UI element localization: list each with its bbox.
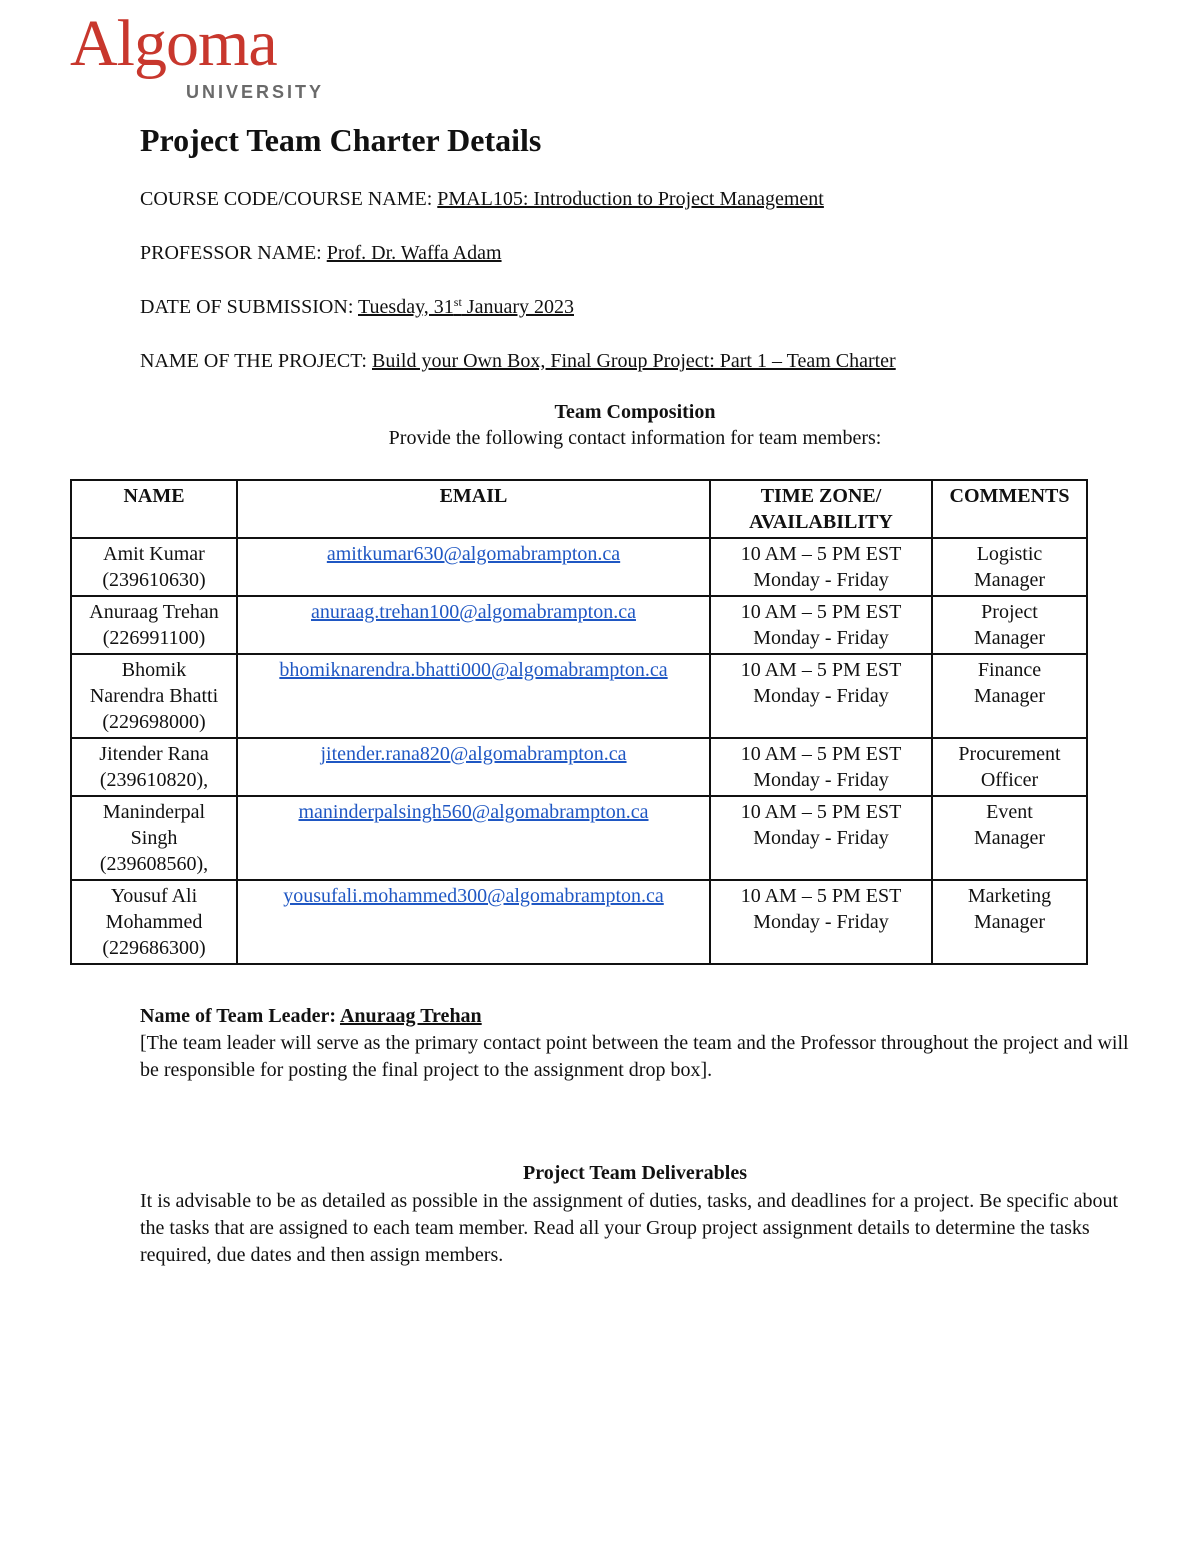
name-line: Bhomik xyxy=(121,659,187,681)
course-field xyxy=(140,186,824,212)
availability-days: Monday - Friday xyxy=(753,769,889,791)
member-name xyxy=(71,538,237,596)
page-title: Project Team Charter Details xyxy=(140,122,542,158)
member-availability xyxy=(710,538,932,596)
member-name xyxy=(71,654,237,738)
submission-date-field xyxy=(140,294,574,320)
name-line: Narendra Bhatti xyxy=(89,685,219,707)
header-email: EMAIL xyxy=(237,480,710,538)
logo-wordmark: Algoma xyxy=(70,7,277,80)
member-comment xyxy=(932,654,1087,738)
table-row xyxy=(71,796,1087,880)
name-line: Amit Kumar xyxy=(103,543,205,565)
team-composition-instruction: Provide the following contact information for team members: xyxy=(388,427,882,449)
member-comment xyxy=(932,796,1087,880)
member-availability xyxy=(710,654,932,738)
comment-line: Event xyxy=(986,801,1033,823)
member-availability xyxy=(710,738,932,796)
project-name-label: NAME OF THE PROJECT: xyxy=(140,350,372,372)
university-logo xyxy=(70,7,330,102)
availability-days: Monday - Friday xyxy=(753,627,889,649)
comment-line: Project xyxy=(981,601,1038,623)
availability-time: 10 AM – 5 PM EST xyxy=(740,659,902,681)
professor-label: PROFESSOR NAME: xyxy=(140,242,327,264)
header-timezone xyxy=(710,480,932,538)
member-name xyxy=(71,796,237,880)
availability-days: Monday - Friday xyxy=(753,685,889,707)
comment-line: Manager xyxy=(973,627,1046,649)
email-link[interactable]: bhomiknarendra.bhatti000@algomabrampton.ca xyxy=(279,659,668,681)
comment-line: Manager xyxy=(973,827,1046,849)
deliverables-heading: Project Team Deliverables xyxy=(522,1162,747,1184)
team-leader-value: Anuraag Trehan xyxy=(339,1005,482,1027)
deliverables-body: It is advisable to be as detailed as possible in the assignment of duties, tasks, and deadlines for a project. Be specific about the tasks that are assigned to each team member. Read all your Group project assignment details to determine the tasks required, due dates and then assign members. xyxy=(140,1190,1119,1266)
email-link[interactable]: jitender.rana820@algomabrampton.ca xyxy=(320,743,627,765)
course-value: PMAL105: Introduction to Project Management xyxy=(437,188,824,210)
name-line: Anuraag Trehan xyxy=(89,601,219,623)
comment-line: Manager xyxy=(973,911,1046,933)
email-link[interactable]: amitkumar630@algomabrampton.ca xyxy=(326,543,621,565)
comment-line: Finance xyxy=(977,659,1042,681)
comment-line: Marketing xyxy=(967,885,1052,907)
member-availability xyxy=(710,796,932,880)
course-label: COURSE CODE/COURSE NAME: xyxy=(140,188,438,210)
table-header-row xyxy=(71,480,1087,538)
comment-line: Manager xyxy=(973,685,1046,707)
member-name xyxy=(71,596,237,654)
availability-days: Monday - Friday xyxy=(753,569,889,591)
team-composition-heading: Team Composition xyxy=(554,401,716,423)
team-leader-section xyxy=(140,1003,1140,1084)
table-row xyxy=(71,596,1087,654)
team-composition-section xyxy=(70,399,1200,451)
availability-days: Monday - Friday xyxy=(753,827,889,849)
member-name xyxy=(71,880,237,964)
submission-date-month-year: January 2023 xyxy=(461,296,574,318)
comment-line: Logistic xyxy=(976,543,1043,565)
header-timezone-line2: AVAILABILITY xyxy=(749,511,893,533)
name-line: Jitender Rana xyxy=(99,743,209,765)
member-comment xyxy=(932,738,1087,796)
email-link[interactable]: maninderpalsingh560@algomabrampton.ca xyxy=(298,801,649,823)
submission-date-suffix: st xyxy=(453,295,462,309)
table-row xyxy=(71,738,1087,796)
team-leader-label: Name of Team Leader: xyxy=(140,1005,340,1027)
project-name-value: Build your Own Box, Final Group Project: Part 1 – Team Charter xyxy=(372,350,896,372)
email-link[interactable]: anuraag.trehan100@algomabrampton.ca xyxy=(311,601,636,623)
table-row xyxy=(71,538,1087,596)
availability-time: 10 AM – 5 PM EST xyxy=(740,601,902,623)
table-row xyxy=(71,654,1087,738)
name-line: (229686300) xyxy=(102,937,206,959)
member-comment xyxy=(932,880,1087,964)
professor-value: Prof. Dr. Waffa Adam xyxy=(326,242,502,264)
name-line: (239610630) xyxy=(102,569,206,591)
email-link[interactable]: yousufali.mohammed300@algomabrampton.ca xyxy=(283,885,664,907)
comment-line: Officer xyxy=(980,769,1039,791)
professor-field xyxy=(140,240,502,266)
name-line: (239608560), xyxy=(99,853,209,875)
project-name-field xyxy=(140,348,896,374)
member-email xyxy=(237,654,710,738)
member-availability xyxy=(710,880,932,964)
comment-line: Procurement xyxy=(958,743,1061,765)
header-timezone-line1: TIME ZONE/ xyxy=(760,485,882,507)
name-line: Singh xyxy=(130,827,178,849)
member-comment xyxy=(932,596,1087,654)
team-leader-line xyxy=(140,1003,1140,1030)
team-table xyxy=(70,479,1088,965)
header-comments: COMMENTS xyxy=(932,480,1087,538)
name-line: (229698000) xyxy=(102,711,206,733)
header-name: NAME xyxy=(71,480,237,538)
member-name xyxy=(71,738,237,796)
member-email xyxy=(237,538,710,596)
member-email xyxy=(237,880,710,964)
availability-days: Monday - Friday xyxy=(753,911,889,933)
availability-time: 10 AM – 5 PM EST xyxy=(740,743,902,765)
availability-time: 10 AM – 5 PM EST xyxy=(740,885,902,907)
table-row xyxy=(71,880,1087,964)
submission-date-value xyxy=(358,296,574,318)
name-line: Yousuf Ali xyxy=(110,885,198,907)
name-line: (226991100) xyxy=(102,627,206,649)
member-email xyxy=(237,796,710,880)
member-email xyxy=(237,738,710,796)
name-line: (239610820), xyxy=(99,769,209,791)
availability-time: 10 AM – 5 PM EST xyxy=(740,543,902,565)
availability-time: 10 AM – 5 PM EST xyxy=(740,801,902,823)
logo-subtitle: UNIVERSITY xyxy=(186,82,325,102)
team-leader-note: [The team leader will serve as the primary contact point between the team and the Professor throughout the project and will be responsible for posting the final project to the assignment drop box]. xyxy=(140,1032,1129,1081)
member-email xyxy=(237,596,710,654)
submission-date-day: Tuesday, 31 xyxy=(358,296,454,318)
name-line: Maninderpal xyxy=(102,801,206,823)
comment-line: Manager xyxy=(973,569,1046,591)
name-line: Mohammed xyxy=(105,911,203,933)
member-availability xyxy=(710,596,932,654)
submission-date-label: DATE OF SUBMISSION: xyxy=(140,296,359,318)
member-comment xyxy=(932,538,1087,596)
